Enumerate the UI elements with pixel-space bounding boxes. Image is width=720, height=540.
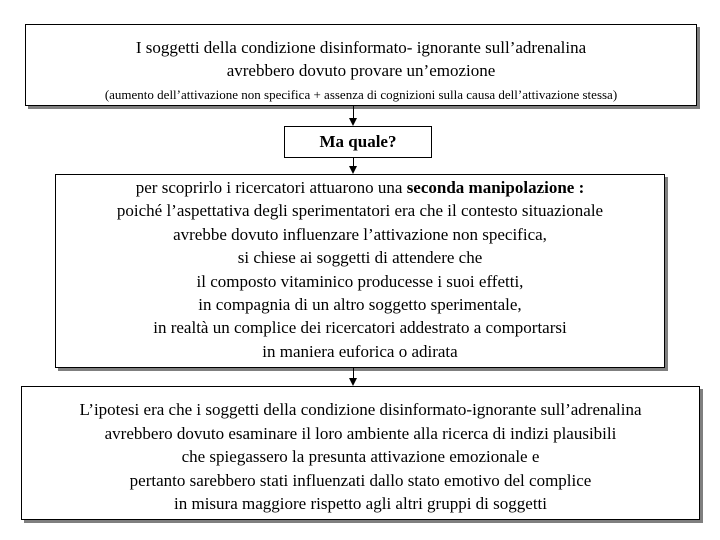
premise-note: (aumento dell’attivazione non specifica + assenza di cognizioni sulla causa dell’attivazione stessa) — [104, 87, 618, 102]
manipulation-line: il composto vitaminico producesse i suoi effetti, — [196, 271, 524, 291]
manipulation-line — [56, 176, 664, 199]
premise-line: avrebbero dovuto provare un’emozione — [226, 61, 496, 80]
manipulation-line: in maniera euforica o adirata — [262, 341, 458, 361]
question-box — [284, 126, 432, 158]
manipulation-line: poiché l’aspettativa degli sperimentatori era che il contesto situazionale — [116, 201, 604, 221]
question-text: Ma quale? — [319, 132, 397, 151]
premise-box — [25, 24, 697, 106]
premise-line: I soggetti della condizione disinformato- ignorante sull’adrenalina — [135, 38, 587, 57]
manipulation-line-prefix: per scoprirlo i ricercatori attuarono una — [135, 178, 407, 197]
hypothesis-line: pertanto sarebbero stati influenzati dallo stato emotivo del complice — [129, 470, 592, 490]
manipulation-line: in realtà un complice dei ricercatori addestrato a comportarsi — [153, 318, 567, 338]
manipulation-line: avrebbe dovuto influenzare l’attivazione non specifica, — [173, 224, 547, 244]
manipulation-box — [55, 174, 665, 368]
manipulation-emphasis: seconda manipolazione : — [406, 178, 585, 197]
manipulation-line: in compagnia di un altro soggetto sperimentale, — [198, 295, 522, 315]
hypothesis-line: avrebbero dovuto esaminare il loro ambiente alla ricerca di indizi plausibili — [104, 423, 617, 443]
manipulation-line: si chiese ai soggetti di attendere che — [237, 248, 483, 268]
hypothesis-line: L’ipotesi era che i soggetti della condizione disinformato-ignorante sull’adrenalina — [79, 400, 642, 419]
hypothesis-line: in misura maggiore rispetto agli altri gruppi di soggetti — [174, 494, 547, 513]
hypothesis-box — [21, 386, 700, 520]
hypothesis-line: che spiegassero la presunta attivazione emozionale e — [181, 447, 540, 466]
